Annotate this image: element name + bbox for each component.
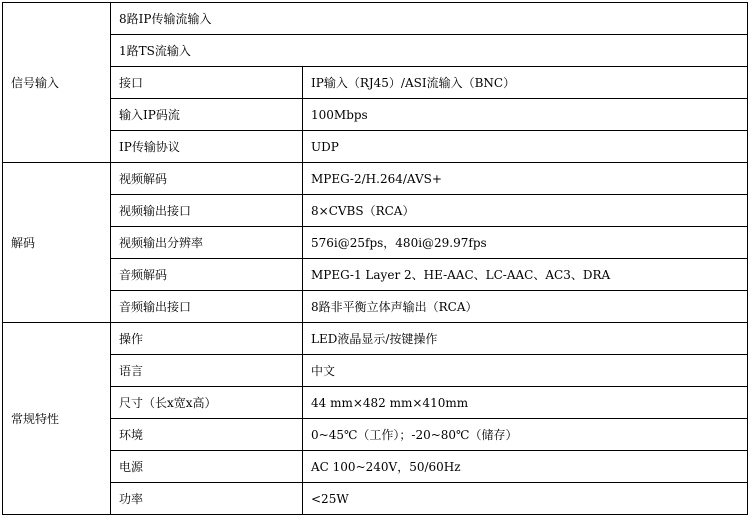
spec-table <box>2 2 748 515</box>
spec-key: 音频解码 <box>111 259 303 291</box>
table-row <box>3 131 748 163</box>
table-row <box>3 355 748 387</box>
spec-key: 8路IP传输流输入 <box>111 3 748 35</box>
spec-value: MPEG-1 Layer 2、HE-AAC、LC-AAC、AC3、DRA <box>303 259 748 291</box>
spec-key: 视频解码 <box>111 163 303 195</box>
spec-value: LED液晶显示/按键操作 <box>303 323 748 355</box>
spec-value: 8×CVBS（RCA） <box>303 195 748 227</box>
group-label-decoding: 解码 <box>3 163 111 323</box>
spec-value: UDP <box>303 131 748 163</box>
spec-key: 输入IP码流 <box>111 99 303 131</box>
table-row <box>3 387 748 419</box>
spec-value: 100Mbps <box>303 99 748 131</box>
table-row <box>3 195 748 227</box>
spec-key: 接口 <box>111 67 303 99</box>
table-row <box>3 483 748 515</box>
spec-key: 电源 <box>111 451 303 483</box>
spec-value: 0~45℃（工作）；-20~80℃（储存） <box>303 419 748 451</box>
spec-key: 操作 <box>111 323 303 355</box>
table-row <box>3 35 748 67</box>
group-label-general: 常规特性 <box>3 323 111 515</box>
spec-key: 尺寸（长x宽x高） <box>111 387 303 419</box>
spec-key: 语言 <box>111 355 303 387</box>
spec-value: AC 100~240V，50/60Hz <box>303 451 748 483</box>
spec-value: 中文 <box>303 355 748 387</box>
table-row <box>3 3 748 35</box>
table-row <box>3 451 748 483</box>
table-row <box>3 99 748 131</box>
table-row <box>3 323 748 355</box>
spec-value: 44 mm×482 mm×410mm <box>303 387 748 419</box>
spec-key: 音频输出接口 <box>111 291 303 323</box>
spec-key: 功率 <box>111 483 303 515</box>
table-row <box>3 227 748 259</box>
spec-value: IP输入（RJ45）/ASI流输入（BNC） <box>303 67 748 99</box>
spec-value: MPEG-2/H.264/AVS+ <box>303 163 748 195</box>
spec-value: 576i@25fps，480i@29.97fps <box>303 227 748 259</box>
table-row <box>3 259 748 291</box>
spec-key: IP传输协议 <box>111 131 303 163</box>
table-row <box>3 163 748 195</box>
spec-key: 视频输出分辨率 <box>111 227 303 259</box>
table-row <box>3 419 748 451</box>
spec-value: 8路非平衡立体声输出（RCA） <box>303 291 748 323</box>
table-row <box>3 67 748 99</box>
group-label-signal-input: 信号输入 <box>3 3 111 163</box>
table-row <box>3 291 748 323</box>
spec-key: 视频输出接口 <box>111 195 303 227</box>
spec-key: 环境 <box>111 419 303 451</box>
spec-key: 1路TS流输入 <box>111 35 748 67</box>
spec-value: <25W <box>303 483 748 515</box>
